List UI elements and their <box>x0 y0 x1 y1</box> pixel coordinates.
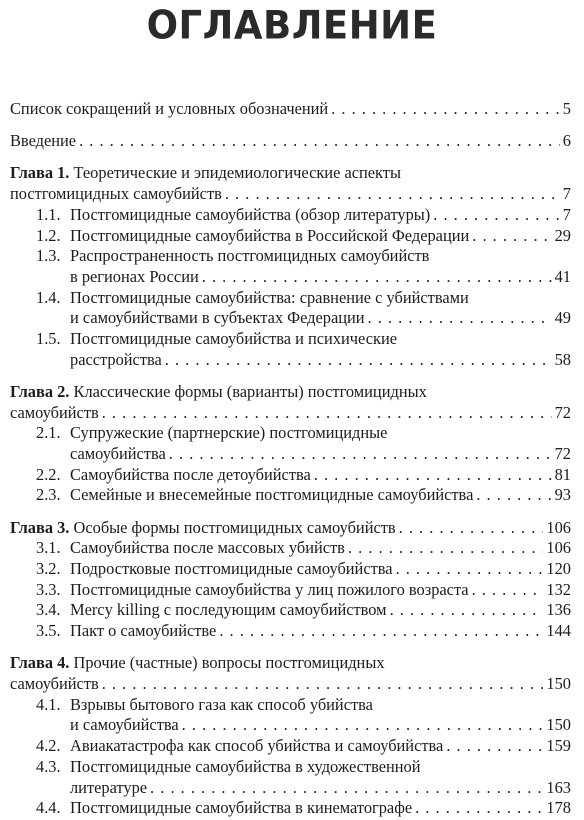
entry-title: 1.1. Постгомицидные самоубийства (обзор литературы) <box>36 204 431 224</box>
dot-leader <box>314 465 552 486</box>
toc-entry[interactable] <box>10 559 571 580</box>
dot-leader <box>165 350 552 371</box>
dot-leader <box>102 674 544 695</box>
dot-leader <box>433 205 560 226</box>
toc-entry[interactable] <box>10 423 571 464</box>
entry-title: самоубийств <box>10 402 99 422</box>
page-number: 106 <box>546 538 571 558</box>
entry-title: 4.1. Взрывы бытового газа как способ убийства <box>36 694 373 714</box>
page-number: 49 <box>554 308 571 328</box>
section-number: 1.3. <box>36 246 61 266</box>
toc-entry[interactable] <box>10 580 571 601</box>
entry-title: в регионах России <box>70 266 199 286</box>
entry-title: Глава 3. Особые формы постгомицидных самоубийств <box>10 517 396 537</box>
dot-leader <box>390 600 544 621</box>
toc-entry[interactable] <box>10 736 571 757</box>
entry-title: Глава 4. Прочие (частные) вопросы постгомицидных <box>10 653 385 673</box>
entry-title: 1.2. Постгомицидные самоубийства в Российской Федерации <box>36 225 470 245</box>
dot-leader <box>472 580 544 601</box>
entry-title: постгомицидных самоубийств <box>10 184 222 204</box>
dot-leader <box>476 485 551 506</box>
page-number: 81 <box>554 464 571 484</box>
toc-entry[interactable] <box>10 695 571 736</box>
section-number: 4.2. <box>36 736 61 756</box>
toc-entry[interactable] <box>10 757 571 798</box>
toc-entry[interactable] <box>10 600 571 621</box>
page-number: 150 <box>546 674 571 694</box>
section-number: 3.1. <box>36 538 61 558</box>
dot-leader <box>102 403 552 424</box>
chapter-label: Глава 1. <box>10 163 70 183</box>
dot-leader <box>182 715 544 736</box>
entry-title: 3.3. Постгомицидные самоубийства у лиц пожилого возраста <box>36 579 469 599</box>
entry-title: Глава 2. Классические формы (варианты) постгомицидных <box>10 381 427 401</box>
page-number: 72 <box>554 444 571 464</box>
page-number: 120 <box>546 559 571 579</box>
section-number: 3.2. <box>36 559 61 579</box>
entry-title: Глава 1. Теоретические и эпидемиологические аспекты <box>10 163 401 183</box>
dot-leader <box>219 621 543 642</box>
section-number: 3.4. <box>36 600 61 620</box>
entry-title: 4.2. Авиакатастрофа как способ убийства и самоубийства <box>36 736 444 756</box>
toc-entry[interactable] <box>10 485 571 506</box>
entry-title: самоубийства <box>70 444 166 464</box>
toc-entry[interactable] <box>10 465 571 486</box>
entry-title: 2.2. Самоубийства после детоубийства <box>36 464 311 484</box>
entry-title: 1.3. Распространенность постгомицидных самоубийств <box>36 246 430 266</box>
dot-leader <box>79 131 560 152</box>
entry-title: 1.4. Постгомицидные самоубийства: сравнение с убийствами <box>36 287 469 307</box>
section-number: 4.4. <box>36 798 61 818</box>
entry-title: расстройства <box>70 349 162 369</box>
dot-leader <box>446 736 543 757</box>
toc-entry[interactable] <box>10 329 571 370</box>
page-number: 41 <box>554 266 571 286</box>
dot-leader <box>331 99 560 120</box>
dot-leader <box>472 226 551 247</box>
table-of-contents <box>10 99 571 819</box>
toc-entry[interactable] <box>10 382 571 423</box>
page-number: 144 <box>546 621 571 641</box>
toc-entry[interactable] <box>10 518 571 539</box>
dot-leader <box>169 444 552 465</box>
toc-entry[interactable] <box>10 798 571 819</box>
entry-title: 4.4. Постгомицидные самоубийства в кинематографе <box>36 798 413 818</box>
dot-leader <box>399 518 544 539</box>
page-number: 29 <box>554 225 571 245</box>
page-number: 132 <box>546 579 571 599</box>
section-number: 2.2. <box>36 464 61 484</box>
section-number: 2.1. <box>36 423 61 443</box>
entry-title: 3.4. Mercy killing с последующим самоубийством <box>36 600 387 620</box>
toc-entry[interactable] <box>10 226 571 247</box>
dot-leader <box>225 184 560 205</box>
entry-title: 1.5. Постгомицидные самоубийства и психические <box>36 329 398 349</box>
section-number: 1.4. <box>36 287 61 307</box>
entry-title: 2.1. Супружеские (партнерские) постгомицидные <box>36 423 388 443</box>
page-number: 178 <box>546 798 571 818</box>
dot-leader <box>150 778 543 799</box>
entry-title: 4.3. Постгомицидные самоубийства в художественной <box>36 756 421 776</box>
page-title: ОГЛАВЛЕНИЕ <box>146 2 438 49</box>
section-number: 1.1. <box>36 204 61 224</box>
toc-entry[interactable] <box>10 538 571 559</box>
page-number: 93 <box>554 485 571 505</box>
toc-entry[interactable] <box>10 131 571 152</box>
toc-entry[interactable] <box>10 163 571 204</box>
section-number: 4.1. <box>36 694 61 714</box>
entry-title: 3.5. Пакт о самоубийстве <box>36 621 217 641</box>
toc-entry[interactable] <box>10 246 571 287</box>
page-number: 5 <box>562 99 571 118</box>
chapter-label: Глава 4. <box>10 653 70 673</box>
toc-entry[interactable] <box>10 653 571 694</box>
section-number: 1.2. <box>36 225 61 245</box>
entry-title: 3.2. Подростковые постгомицидные самоубийства <box>36 559 393 579</box>
section-number: 1.5. <box>36 329 61 349</box>
chapter-label: Глава 3. <box>10 517 70 537</box>
dot-leader <box>396 559 544 580</box>
page-number: 106 <box>546 517 571 537</box>
entry-title: 3.1. Самоубийства после массовых убийств <box>36 538 345 558</box>
page-number: 163 <box>546 777 571 797</box>
section-number: 3.3. <box>36 579 61 599</box>
dot-leader <box>415 798 543 819</box>
page-number: 150 <box>546 715 571 735</box>
section-number: 2.3. <box>36 485 61 505</box>
entry-title: Список сокращений и условных обозначений <box>10 99 329 118</box>
section-number: 4.3. <box>36 756 61 776</box>
toc-entry[interactable] <box>10 205 571 226</box>
page-number: 6 <box>562 131 571 151</box>
toc-entry[interactable] <box>10 288 571 329</box>
entry-title: 2.3. Семейные и внесемейные постгомицидные самоубийства <box>36 485 474 505</box>
page-number: 7 <box>562 184 571 204</box>
page-number: 72 <box>554 402 571 422</box>
dot-leader <box>368 308 552 329</box>
entry-title: и самоубийствами в субъектах Федерации <box>70 308 365 328</box>
page-number: 58 <box>554 349 571 369</box>
dot-leader <box>348 538 543 559</box>
chapter-label: Глава 2. <box>10 381 70 401</box>
entry-title: самоубийств <box>10 674 99 694</box>
toc-entry[interactable] <box>10 621 571 642</box>
entry-title: Введение <box>10 131 77 151</box>
page-number: 136 <box>546 600 571 620</box>
toc-entry[interactable] <box>10 99 571 120</box>
entry-title: литературе <box>70 777 148 797</box>
page-number: 7 <box>562 204 571 224</box>
entry-title: и самоубийства <box>70 715 179 735</box>
dot-leader <box>202 267 552 288</box>
section-number: 3.5. <box>36 621 61 641</box>
page-number: 159 <box>546 736 571 756</box>
